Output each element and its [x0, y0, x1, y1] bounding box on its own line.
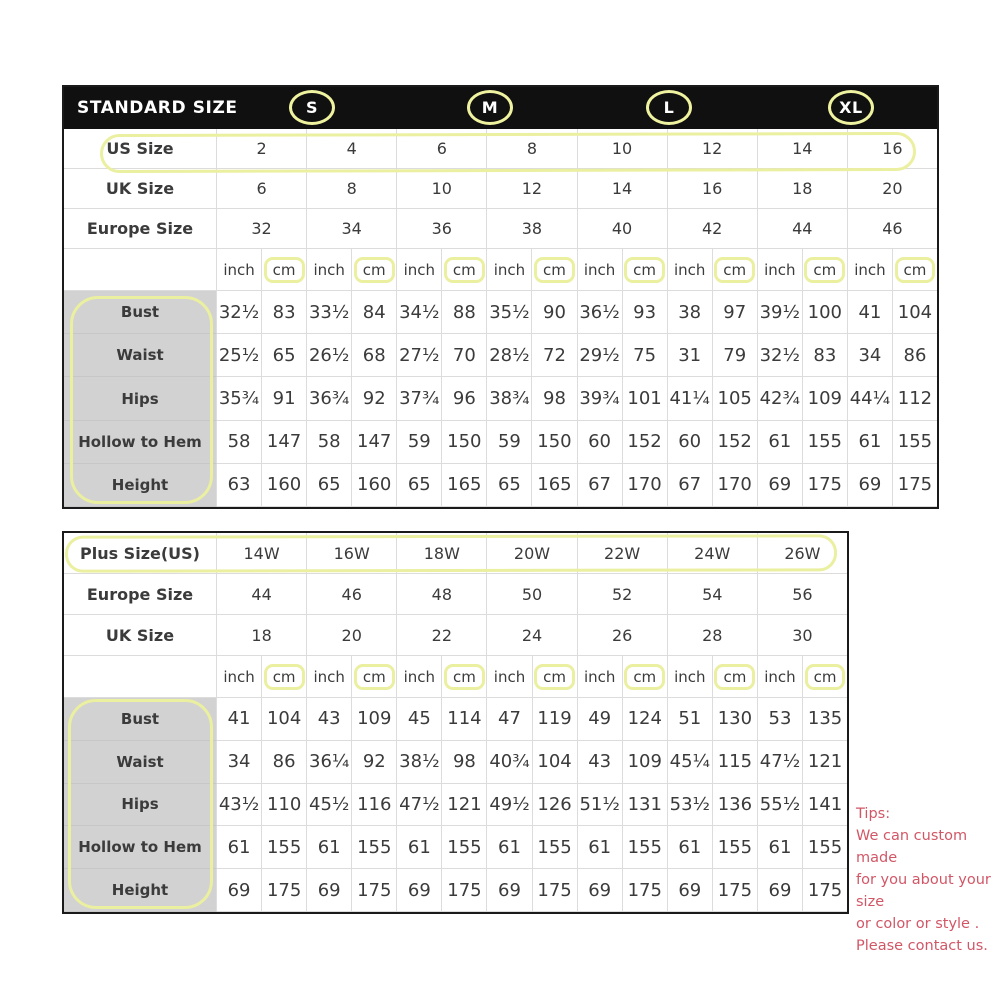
measurement-inch-value: 34 — [848, 334, 893, 377]
size-value: 6 — [397, 129, 487, 169]
unit-row-empty-label — [64, 249, 217, 291]
measurement-cm-value: 104 — [893, 291, 937, 334]
standard-size-title: STANDARD SIZE — [77, 98, 238, 118]
measurement-cm-value: 150 — [442, 421, 487, 464]
measurement-cm-value: 175 — [623, 869, 668, 912]
size-value: 16 — [848, 129, 937, 169]
measurement-inch-value: 36¼ — [307, 741, 352, 784]
measurement-cm-value: 72 — [532, 334, 577, 377]
size-value: 16 — [668, 169, 758, 209]
size-value: 52 — [578, 574, 668, 615]
measurement-row — [64, 377, 937, 420]
unit-inch-label: inch — [758, 656, 803, 698]
size-row — [64, 169, 937, 209]
unit-cm-label: cm — [714, 664, 755, 690]
measurement-cm-value: 170 — [713, 464, 758, 507]
measurement-cm-value: 170 — [623, 464, 668, 507]
size-row — [64, 129, 937, 169]
measurement-cm-value: 155 — [713, 826, 758, 869]
unit-inch-label: inch — [397, 249, 442, 291]
tips-line-1: We can custom made — [856, 828, 968, 866]
unit-cm-label: cm — [444, 664, 485, 690]
size-value: 54 — [668, 574, 758, 615]
unit-row — [64, 656, 847, 698]
unit-cm-cell — [442, 249, 487, 291]
measurement-cm-value: 98 — [532, 377, 577, 420]
measurement-inch-value: 69 — [758, 464, 803, 507]
measurement-cm-value: 114 — [442, 698, 487, 741]
measurement-inch-value: 58 — [217, 421, 262, 464]
measurement-cm-value: 131 — [623, 784, 668, 827]
measurement-inch-value: 38 — [668, 291, 713, 334]
unit-cm-label: cm — [804, 257, 845, 283]
measurement-cm-value: 96 — [442, 377, 487, 420]
measurement-inch-value: 61 — [668, 826, 713, 869]
measurement-inch-value: 38½ — [397, 741, 442, 784]
size-value: 4 — [307, 129, 397, 169]
unit-cm-cell — [532, 249, 577, 291]
measurement-cm-value: 92 — [352, 741, 397, 784]
measurement-cm-value: 147 — [262, 421, 307, 464]
measurement-cm-value: 92 — [352, 377, 397, 420]
size-value: 14 — [578, 169, 668, 209]
measurement-inch-value: 60 — [668, 421, 713, 464]
measurement-cm-value: 110 — [262, 784, 307, 827]
size-value: 50 — [487, 574, 577, 615]
row-label: Europe Size — [64, 574, 217, 615]
measurement-cm-value: 155 — [893, 421, 937, 464]
measurement-inch-value: 44¼ — [848, 377, 893, 420]
measurement-inch-value: 41 — [217, 698, 262, 741]
unit-inch-label: inch — [758, 249, 803, 291]
measurement-cm-value: 155 — [352, 826, 397, 869]
measurement-cm-value: 155 — [533, 826, 578, 869]
size-row — [64, 209, 937, 249]
size-value: 6 — [217, 169, 307, 209]
measurement-inch-value: 61 — [487, 826, 532, 869]
size-letter-badge-xl: XL — [828, 90, 874, 125]
unit-inch-label: inch — [668, 249, 713, 291]
measurement-cm-value: 104 — [262, 698, 307, 741]
measurement-inch-value: 69 — [848, 464, 893, 507]
size-letter-badge-m: M — [467, 90, 513, 125]
unit-cm-cell — [623, 656, 668, 698]
measurement-inch-value: 26½ — [307, 334, 352, 377]
size-value: 44 — [217, 574, 307, 615]
size-value: 12 — [487, 169, 577, 209]
unit-inch-label: inch — [307, 249, 352, 291]
measurement-cm-value: 104 — [533, 741, 578, 784]
unit-cm-cell — [442, 656, 487, 698]
unit-cm-label: cm — [354, 664, 395, 690]
measurement-cm-value: 97 — [713, 291, 758, 334]
unit-cm-label: cm — [264, 664, 305, 690]
measurement-row — [64, 421, 937, 464]
measurement-inch-value: 69 — [307, 869, 352, 912]
measurement-inch-value: 31 — [668, 334, 713, 377]
unit-cm-cell — [713, 656, 758, 698]
measurement-inch-value: 41¼ — [668, 377, 713, 420]
size-value: 26W — [758, 533, 847, 574]
measurement-inch-value: 65 — [307, 464, 352, 507]
standard-size-header — [64, 87, 937, 129]
size-value: 16W — [307, 533, 397, 574]
measurement-cm-value: 115 — [713, 741, 758, 784]
measurement-inch-value: 63 — [217, 464, 262, 507]
size-value: 34 — [307, 209, 397, 249]
measurement-cm-value: 165 — [532, 464, 577, 507]
measurement-row-label: Height — [64, 464, 217, 507]
measurement-inch-value: 45 — [397, 698, 442, 741]
size-value: 20 — [848, 169, 937, 209]
measurement-inch-value: 59 — [487, 421, 532, 464]
size-value: 18 — [758, 169, 848, 209]
measurement-inch-value: 25½ — [217, 334, 262, 377]
measurement-row-label: Hollow to Hem — [64, 421, 217, 464]
unit-cm-label: cm — [714, 257, 755, 283]
unit-cm-label: cm — [264, 257, 305, 283]
measurement-cm-value: 136 — [713, 784, 758, 827]
measurement-row-label: Waist — [64, 334, 217, 377]
unit-inch-label: inch — [487, 656, 532, 698]
measurement-cm-value: 175 — [442, 869, 487, 912]
size-value: 28 — [668, 615, 758, 656]
measurement-cm-value: 84 — [352, 291, 397, 334]
measurement-cm-value: 79 — [713, 334, 758, 377]
measurement-inch-value: 45¼ — [668, 741, 713, 784]
unit-row-empty-label — [64, 656, 217, 698]
unit-row — [64, 249, 937, 291]
size-row — [64, 574, 847, 615]
measurement-cm-value: 101 — [623, 377, 668, 420]
measurement-cm-value: 68 — [352, 334, 397, 377]
measurement-inch-value: 60 — [578, 421, 623, 464]
unit-cm-label: cm — [624, 664, 665, 690]
unit-cm-label: cm — [624, 257, 665, 283]
row-label: Europe Size — [64, 209, 217, 249]
measurement-cm-value: 109 — [803, 377, 848, 420]
measurement-cm-value: 91 — [262, 377, 307, 420]
measurement-inch-value: 40¾ — [487, 741, 532, 784]
measurement-cm-value: 121 — [803, 741, 847, 784]
size-letter-badge-l: L — [646, 90, 692, 125]
measurement-inch-value: 49½ — [487, 784, 532, 827]
measurement-inch-value: 35½ — [487, 291, 532, 334]
measurement-cm-value: 83 — [803, 334, 848, 377]
row-label: UK Size — [64, 169, 217, 209]
size-value: 18W — [397, 533, 487, 574]
unit-cm-cell — [352, 656, 397, 698]
tips-line-3: or color or style . — [856, 916, 980, 932]
measurement-cm-value: 155 — [262, 826, 307, 869]
unit-inch-label: inch — [668, 656, 713, 698]
measurement-cm-value: 155 — [623, 826, 668, 869]
size-value: 46 — [307, 574, 397, 615]
measurement-row — [64, 741, 847, 784]
measurement-cm-value: 119 — [533, 698, 578, 741]
measurement-cm-value: 141 — [803, 784, 847, 827]
size-row — [64, 615, 847, 656]
measurement-inch-value: 61 — [758, 421, 803, 464]
size-value: 36 — [397, 209, 487, 249]
unit-inch-label: inch — [578, 249, 623, 291]
measurement-cm-value: 75 — [623, 334, 668, 377]
size-value: 46 — [848, 209, 937, 249]
unit-cm-cell — [262, 656, 307, 698]
measurement-row-label: Bust — [64, 291, 217, 334]
measurement-inch-value: 59 — [397, 421, 442, 464]
measurement-inch-value: 61 — [578, 826, 623, 869]
measurement-inch-value: 32½ — [758, 334, 803, 377]
measurement-cm-value: 160 — [352, 464, 397, 507]
measurement-cm-value: 155 — [803, 421, 848, 464]
size-value: 14 — [758, 129, 848, 169]
measurement-cm-value: 175 — [803, 464, 848, 507]
measurement-cm-value: 70 — [442, 334, 487, 377]
measurement-cm-value: 150 — [532, 421, 577, 464]
measurement-row — [64, 464, 937, 507]
size-value: 24W — [668, 533, 758, 574]
measurement-inch-value: 53½ — [668, 784, 713, 827]
standard-size-table — [62, 85, 939, 509]
measurement-cm-value: 175 — [803, 869, 847, 912]
size-letter-badge-s: S — [289, 90, 335, 125]
plus-size-table — [62, 531, 849, 914]
measurement-inch-value: 43 — [578, 741, 623, 784]
unit-cm-cell — [533, 656, 578, 698]
size-value: 10 — [397, 169, 487, 209]
measurement-inch-value: 53 — [758, 698, 803, 741]
measurement-inch-value: 39¾ — [578, 377, 623, 420]
unit-inch-label: inch — [217, 249, 262, 291]
measurement-cm-value: 147 — [352, 421, 397, 464]
measurement-inch-value: 69 — [578, 869, 623, 912]
measurement-cm-value: 86 — [893, 334, 937, 377]
measurement-cm-value: 175 — [262, 869, 307, 912]
measurement-cm-value: 126 — [533, 784, 578, 827]
measurement-inch-value: 39½ — [758, 291, 803, 334]
unit-cm-cell — [713, 249, 758, 291]
size-value: 44 — [758, 209, 848, 249]
unit-cm-label: cm — [805, 664, 846, 690]
measurement-inch-value: 47 — [487, 698, 532, 741]
measurement-inch-value: 51½ — [578, 784, 623, 827]
measurement-row — [64, 826, 847, 869]
measurement-cm-value: 65 — [262, 334, 307, 377]
size-value: 22 — [397, 615, 487, 656]
measurement-cm-value: 135 — [803, 698, 847, 741]
tips-title: Tips: — [856, 806, 891, 822]
size-value: 8 — [487, 129, 577, 169]
measurement-cm-value: 83 — [262, 291, 307, 334]
measurement-cm-value: 130 — [713, 698, 758, 741]
unit-inch-label: inch — [307, 656, 352, 698]
measurement-inch-value: 69 — [487, 869, 532, 912]
measurement-inch-value: 38¾ — [487, 377, 532, 420]
measurement-row-label: Height — [64, 869, 217, 912]
unit-cm-cell — [262, 249, 307, 291]
size-value: 40 — [578, 209, 668, 249]
size-value: 14W — [217, 533, 307, 574]
measurement-inch-value: 65 — [397, 464, 442, 507]
measurement-inch-value: 33½ — [307, 291, 352, 334]
unit-cm-label: cm — [534, 257, 575, 283]
unit-cm-label: cm — [354, 257, 395, 283]
measurement-inch-value: 36¾ — [307, 377, 352, 420]
measurement-inch-value: 61 — [397, 826, 442, 869]
measurement-cm-value: 155 — [442, 826, 487, 869]
size-value: 42 — [668, 209, 758, 249]
size-value: 10 — [578, 129, 668, 169]
size-value: 8 — [307, 169, 397, 209]
measurement-row-label: Hollow to Hem — [64, 826, 217, 869]
measurement-inch-value: 28½ — [487, 334, 532, 377]
measurement-cm-value: 155 — [803, 826, 847, 869]
measurement-inch-value: 61 — [217, 826, 262, 869]
size-value: 48 — [397, 574, 487, 615]
measurement-cm-value: 152 — [623, 421, 668, 464]
measurement-inch-value: 69 — [397, 869, 442, 912]
measurement-cm-value: 152 — [713, 421, 758, 464]
measurement-inch-value: 69 — [668, 869, 713, 912]
measurement-cm-value: 105 — [713, 377, 758, 420]
unit-inch-label: inch — [848, 249, 893, 291]
measurement-inch-value: 51 — [668, 698, 713, 741]
measurement-inch-value: 49 — [578, 698, 623, 741]
size-value: 32 — [217, 209, 307, 249]
unit-cm-label: cm — [534, 664, 575, 690]
measurement-cm-value: 109 — [623, 741, 668, 784]
measurement-inch-value: 65 — [487, 464, 532, 507]
size-row — [64, 533, 847, 574]
measurement-cm-value: 86 — [262, 741, 307, 784]
measurement-inch-value: 61 — [307, 826, 352, 869]
measurement-row-label: Hips — [64, 784, 217, 827]
measurement-cm-value: 121 — [442, 784, 487, 827]
row-label: UK Size — [64, 615, 217, 656]
measurement-row — [64, 869, 847, 912]
measurement-row-label: Hips — [64, 377, 217, 420]
measurement-cm-value: 109 — [352, 698, 397, 741]
measurement-row — [64, 334, 937, 377]
measurement-inch-value: 34 — [217, 741, 262, 784]
measurement-inch-value: 34½ — [397, 291, 442, 334]
measurement-inch-value: 67 — [578, 464, 623, 507]
row-label: US Size — [64, 129, 217, 169]
measurement-row-label: Waist — [64, 741, 217, 784]
unit-cm-cell — [623, 249, 668, 291]
measurement-inch-value: 45½ — [307, 784, 352, 827]
measurement-inch-value: 47½ — [758, 741, 803, 784]
size-value: 26 — [578, 615, 668, 656]
unit-inch-label: inch — [217, 656, 262, 698]
size-value: 56 — [758, 574, 847, 615]
measurement-cm-value: 175 — [533, 869, 578, 912]
unit-cm-label: cm — [895, 257, 936, 283]
measurement-cm-value: 165 — [442, 464, 487, 507]
size-value: 30 — [758, 615, 847, 656]
size-value: 20 — [307, 615, 397, 656]
size-value: 24 — [487, 615, 577, 656]
size-value: 20W — [487, 533, 577, 574]
measurement-cm-value: 175 — [352, 869, 397, 912]
measurement-inch-value: 55½ — [758, 784, 803, 827]
unit-inch-label: inch — [578, 656, 623, 698]
measurement-cm-value: 100 — [803, 291, 848, 334]
measurement-row-label: Bust — [64, 698, 217, 741]
measurement-row — [64, 291, 937, 334]
measurement-cm-value: 112 — [893, 377, 937, 420]
row-label: Plus Size(US) — [64, 533, 217, 574]
measurement-inch-value: 41 — [848, 291, 893, 334]
unit-cm-cell — [893, 249, 937, 291]
measurement-inch-value: 29½ — [578, 334, 623, 377]
measurement-inch-value: 35¾ — [217, 377, 262, 420]
measurement-inch-value: 27½ — [397, 334, 442, 377]
size-value: 38 — [487, 209, 577, 249]
unit-inch-label: inch — [487, 249, 532, 291]
measurement-cm-value: 124 — [623, 698, 668, 741]
unit-cm-cell — [803, 249, 848, 291]
measurement-inch-value: 67 — [668, 464, 713, 507]
measurement-cm-value: 175 — [713, 869, 758, 912]
measurement-cm-value: 90 — [532, 291, 577, 334]
measurement-inch-value: 61 — [758, 826, 803, 869]
measurement-row — [64, 784, 847, 827]
unit-cm-cell — [352, 249, 397, 291]
size-value: 12 — [668, 129, 758, 169]
measurement-cm-value: 116 — [352, 784, 397, 827]
measurement-inch-value: 36½ — [578, 291, 623, 334]
measurement-cm-value: 160 — [262, 464, 307, 507]
measurement-inch-value: 43½ — [217, 784, 262, 827]
measurement-cm-value: 98 — [442, 741, 487, 784]
measurement-inch-value: 69 — [758, 869, 803, 912]
measurement-inch-value: 69 — [217, 869, 262, 912]
measurement-inch-value: 43 — [307, 698, 352, 741]
measurement-inch-value: 37¾ — [397, 377, 442, 420]
custom-made-tips — [856, 803, 1000, 957]
tips-line-4: Please contact us. — [856, 938, 988, 954]
measurement-inch-value: 42¾ — [758, 377, 803, 420]
measurement-cm-value: 88 — [442, 291, 487, 334]
size-value: 18 — [217, 615, 307, 656]
measurement-inch-value: 32½ — [217, 291, 262, 334]
measurement-cm-value: 93 — [623, 291, 668, 334]
unit-inch-label: inch — [397, 656, 442, 698]
measurement-inch-value: 47½ — [397, 784, 442, 827]
size-value: 2 — [217, 129, 307, 169]
measurement-inch-value: 61 — [848, 421, 893, 464]
measurement-cm-value: 175 — [893, 464, 937, 507]
size-value: 22W — [578, 533, 668, 574]
unit-cm-cell — [803, 656, 847, 698]
tips-line-2: for you about your size — [856, 872, 991, 910]
unit-cm-label: cm — [444, 257, 485, 283]
measurement-row — [64, 698, 847, 741]
measurement-inch-value: 58 — [307, 421, 352, 464]
